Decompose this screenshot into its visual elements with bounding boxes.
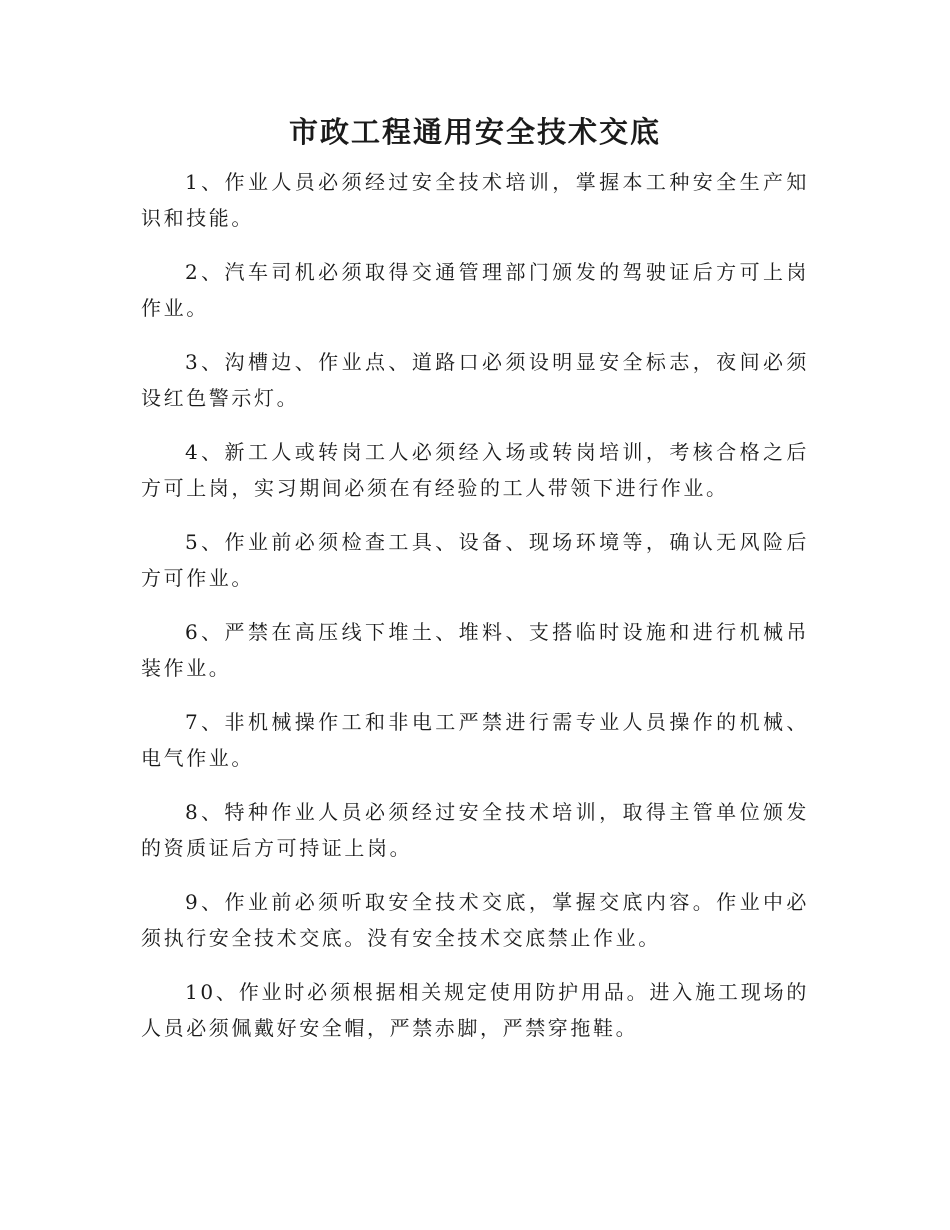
paragraph-8: 8、特种作业人员必须经过安全技术培训，取得主管单位颁发的资质证后方可持证上岗。 — [141, 800, 809, 860]
paragraph-10: 10、作业时必须根据相关规定使用防护用品。进入施工现场的人员必须佩戴好安全帽，严禁赤脚，严禁穿拖鞋。 — [141, 980, 809, 1040]
paragraph-3: 3、沟槽边、作业点、道路口必须设明显安全标志，夜间必须设红色警示灯。 — [141, 350, 809, 410]
paragraph-6: 6、严禁在高压线下堆土、堆料、支搭临时设施和进行机械吊装作业。 — [141, 620, 809, 680]
document-body — [141, 164, 809, 1064]
paragraph-4: 4、新工人或转岗工人必须经入场或转岗培训，考核合格之后方可上岗，实习期间必须在有经验的工人带领下进行作业。 — [141, 440, 809, 500]
paragraph-1: 1、作业人员必须经过安全技术培训，掌握本工种安全生产知识和技能。 — [141, 170, 809, 230]
paragraph-5: 5、作业前必须检查工具、设备、现场环境等，确认无风险后方可作业。 — [141, 530, 809, 590]
paragraph-7: 7、非机械操作工和非电工严禁进行需专业人员操作的机械、电气作业。 — [141, 710, 809, 770]
paragraph-2: 2、汽车司机必须取得交通管理部门颁发的驾驶证后方可上岗作业。 — [141, 260, 809, 320]
paragraph-9: 9、作业前必须听取安全技术交底，掌握交底内容。作业中必须执行安全技术交底。没有安全技术交底禁止作业。 — [141, 890, 809, 950]
document-title: 市政工程通用安全技术交底 — [288, 115, 661, 149]
